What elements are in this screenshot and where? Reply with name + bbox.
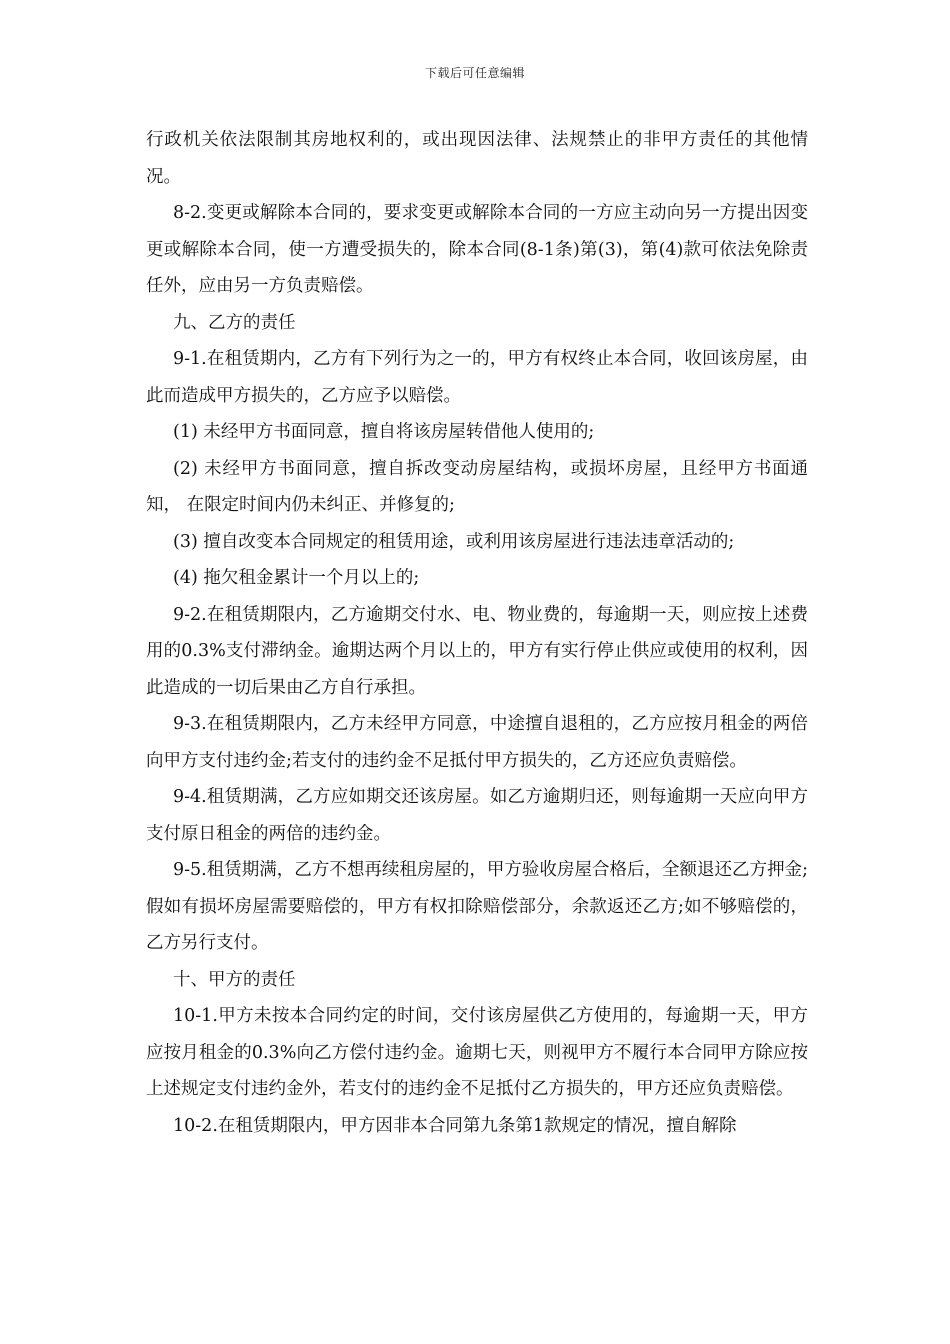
paragraph: 9-4.租赁期满，乙方应如期交还该房屋。如乙方逾期归还，则每逾期一天应向甲方支付原日租金的两倍的违约金。 bbox=[146, 787, 808, 844]
paragraph: 10-1.甲方未按本合同约定的时间，交付该房屋供乙方使用的，每逾期一天，甲方应按月租金的0.3%向乙方偿付违约金。逾期七天，则视甲方不履行本合同甲方除应按上述规定支付违约金外，若支付的违约金不足抵付乙方损失的，甲方还应负责赔偿。 bbox=[146, 1006, 808, 1099]
paragraph: (4) 拖欠租金累计一个月以上的; bbox=[173, 568, 420, 588]
paragraph: 九、乙方的责任 bbox=[173, 312, 296, 333]
paragraph: 9-5.租赁期满，乙方不想再续租房屋的，甲方验收房屋合格后，全额退还乙方押金;假如有损坏房屋需要赔偿的，甲方有权扣除赔偿部分，余款返还乙方;如不够赔偿的，乙方另行支付。 bbox=[146, 860, 808, 953]
paragraph: (1) 未经甲方书面同意，擅自将该房屋转借他人使用的; bbox=[173, 422, 595, 442]
paragraph: 9-1.在租赁期内，乙方有下列行为之一的，甲方有权终止本合同，收回该房屋，由此而造成甲方损失的，乙方应予以赔偿。 bbox=[146, 349, 808, 406]
paragraph: 十、甲方的责任 bbox=[173, 969, 296, 990]
paragraph: 8-2.变更或解除本合同的，要求变更或解除本合同的一方应主动向另一方提出因变更或解除本合同，使一方遭受损失的，除本合同(8-1条)第(3)，第(4)款可依法免除责任外，应由另一方负责赔偿。 bbox=[146, 203, 808, 296]
paragraph: 10-2.在租赁期限内，甲方因非本合同第九条第1款规定的情况，擅自解除 bbox=[173, 1115, 737, 1136]
document-body bbox=[146, 122, 808, 1144]
paragraph: (3) 擅自改变本合同规定的租赁用途，或利用该房屋进行违法违章活动的; bbox=[173, 531, 735, 552]
paragraph: 行政机关依法限制其房地权利的，或出现因法律、法规禁止的非甲方责任的其他情况。 bbox=[146, 130, 808, 187]
paragraph: (2) 未经甲方书面同意，擅自拆改变动房屋结构，或损坏房屋，且经甲方书面通知， 在限定时间内仍未纠正、并修复的; bbox=[146, 458, 808, 515]
paragraph: 9-3.在租赁期限内，乙方未经甲方同意，中途擅自退租的，乙方应按月租金的两倍向甲方支付违约金;若支付的违约金不足抵付甲方损失的，乙方还应负责赔偿。 bbox=[146, 714, 808, 771]
page-header: 下载后可任意编辑 bbox=[424, 66, 525, 80]
paragraph: 9-2.在租赁期限内，乙方逾期交付水、电、物业费的，每逾期一天，则应按上述费用的0.3%支付滞纳金。逾期达两个月以上的，甲方有实行停止供应或使用的权利，因此造成的一切后果由乙方自行承担。 bbox=[146, 604, 808, 698]
